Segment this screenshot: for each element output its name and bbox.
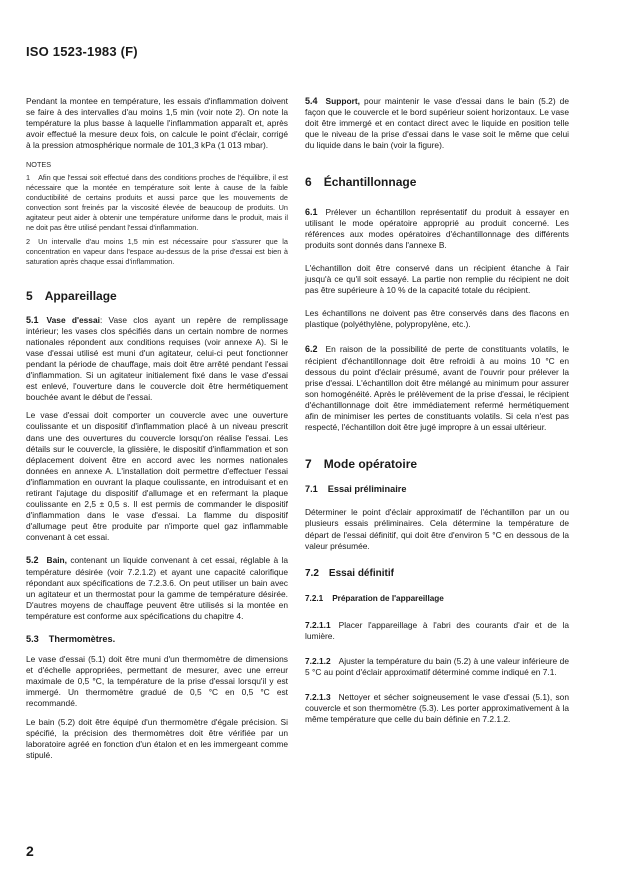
notes-block <box>26 160 288 267</box>
section-7-heading: 7 Mode opératoire <box>305 457 418 472</box>
section-6-2: 6.2 En raison de la possibilité de perte de constituants volatils, le récipient d'échantillonnage doit être refroidi à au moins 10 °C en dessous du point d'éclair présumé, avant de l'ouvrir pour prélever la prise d'essai. L'échantillon doit être mélangé au minimum pour assurer son homogénéité. Après le prélèvement de la prise d'essai, le récipient d'échantillonnage doit être immédiatement refermé hermétiquement afin de minimiser les pertes de constituants volatils. Si cela n'est pas respecté, l'échantillon doit être jugé impropre à un essai ultérieur. <box>305 344 569 433</box>
section-5-4: 5.4 Support, pour maintenir le vase d'essai dans le bain (5.2) de façon que le couvercle et le bord supérieur soient horizontaux. Le vase doit être immergé et en contact direct avec le liquide en position telle que le niveau de la prise d'essai dans le vase soit le même que celui du liquide dans le bain (voir la figure). <box>305 96 569 151</box>
note-2: 2 Un intervalle d'au moins 1,5 min est nécessaire pour s'assurer que la concentration en vapeur dans l'espace au-dessus de la prise d'essai est bien à saturation après chaque essai d'inflammation. <box>26 237 288 267</box>
section-5-2: 5.2 Bain, contenant un liquide convenant à cet essai, réglable à la température désirée (voir 7.2.1.2) et ayant une capacité calorifique répondant aux spécifications de 7.2.3.6. On peut utiliser un bain avec un agitateur et un thermostat pour la gamme de température désirée. D'autres moyens de chauffage peuvent être utilisés si la montée en température est conforme aux spécifications du chapitre 4. <box>26 555 288 621</box>
section-6-1: 6.1 Prélever un échantillon représentatif du produit à essayer en utilisant le mode opératoire approprié au produit concerné. Les références aux modes opératoires d'échantillonnage des différents produits sont donnés dans l'annexe B. <box>305 206 569 250</box>
section-5-3-heading: 5.3 Thermomètres. <box>26 634 116 644</box>
section-7-1-text: Déterminer le point d'éclair approximatif de l'échantillon par un ou plusieurs essais préliminaires. Cela détermine la température de départ de l'essai définitif, qui doit être d'environ 5 °C en dessous de la valeur présumée. <box>305 507 569 551</box>
section-7-2-1-heading: 7.2.1 Préparation de l'appareillage <box>305 593 444 603</box>
right-column <box>305 96 569 733</box>
section-7-1-heading: 7.1 Essai préliminaire <box>305 484 407 495</box>
notes-title: NOTES <box>26 160 52 170</box>
left-column <box>26 96 288 768</box>
section-6-heading: 6 Échantillonnage <box>305 175 417 190</box>
section-5-1-para2: Le vase d'essai doit comporter un couvercle avec une ouverture coulissante et un dispositif d'inflammation placé à un niveau prescrit dans une des ouvertures du couvercle lorsqu'on réalise l'essai. Les détails sur le couvercle, la glissière, le dispositif d'inflammation et son déplacement doivent être en accord avec les normes nationales données en annexe A. L'installation doit permettre d'effectuer l'essai d'inflammation en ouvrant la plaque coulissante, en introduisant et en retirant l'ajutage du dispositif d'allumage et en refermant la plaque coulissante en 2,5 ± 0,5 s. Il est permis de commander le dispositif d'inflammation dans le vase d'essai. La flamme du dispositif d'allumage peut être produite par n'importe quel gaz inflammable convenant à cet essai. <box>26 410 288 543</box>
section-6-1-para3: Les échantillons ne doivent pas être conservés dans des flacons en plastique (polyéthylène, polypropylène, etc.). <box>305 308 569 330</box>
document-id-header: ISO 1523-1983 (F) <box>26 44 138 59</box>
section-5-3-para1: Le vase d'essai (5.1) doit être muni d'un thermomètre de dimensions et d'échelle appropriées, permettant de mesurer, avec une erreur maximale de 0,5 °C, la température de la prise d'essai lorsqu'il y est immergé. Un thermomètre gradué de 0,5 °C en 0,5 °C est recommandé. <box>26 654 288 709</box>
section-7-2-1-3: 7.2.1.3 Nettoyer et sécher soigneusement le vase d'essai (5.1), son couvercle et son thermomètre (5.3). Les porter approximativement à la même température que celle du bain définie en 7.2.1.2. <box>305 692 569 725</box>
section-6-1-para2: L'échantillon doit être conservé dans un récipient étanche à l'air jusqu'à ce qu'il soit essayé. La partie non remplie du récipient ne doit pas être supérieure à 10 % de la capacité totale du récipient. <box>305 262 569 296</box>
section-7-2-1-1: 7.2.1.1 Placer l'appareillage à l'abri des courants d'air et de la lumière. <box>305 619 569 641</box>
section-7-2-1-2: 7.2.1.2 Ajuster la température du bain (5.2) à une valeur inférieure de 5 °C au point d'éclair approximatif déterminé comme indiqué en 7.1. <box>305 656 569 678</box>
page-number: 2 <box>26 843 34 859</box>
note-1: 1 Afin que l'essai soit effectué dans des conditions proches de l'équilibre, il est nécessaire que la montée en température soit lente à cause de la faible conductibilité de certains produits et aussi parce que les mouvements de convection sont freinés par la viscosité élevée de beaucoup de produits. Un agitateur peut aider à obtenir une température uniforme dans le produit, mais il ne doit pas être utilisé pendant l'essai d'inflammation. <box>26 173 288 233</box>
section-5-3-para2: Le bain (5.2) doit être équipé d'un thermomètre d'égale précision. Si spécifié, la précision des thermomètres doit être vérifiée par un laboratoire agréé en fonction d'un étalon et en les immergeant comme stipulé. <box>26 716 288 760</box>
section-5-heading: 5 Appareillage <box>26 289 117 304</box>
section-7-2-heading: 7.2 Essai définitif <box>305 567 394 579</box>
intro-paragraph: Pendant la montee en température, les essais d'inflammation doivent se faire à des intervalles d'au moins 1,5 min (voir note 2). On note la température la plus basse à laquelle l'inflammation apparaît et, après avoir effectué la mesure deux fois, on calcule le point d'éclair, corrigé à la pression atmosphérique normale de 101,3 kPa (1 013 mbar). <box>26 96 288 151</box>
section-5-1: 5.1 Vase d'essai: Vase clos ayant un repère de remplissage intérieur; les vases clos spécifiés dans un certain nombre de normes nationales répondent aux conditions requises (voir annexe A). Si le vase d'essai utilisé est muni d'un agitateur, celui-ci peut fonctionner pendant la période de chauffage, mais doit être arrêté pendant l'essai d'inflammation. Si un agitateur initialement fixé dans le vase d'essai est enlevé, l'ouverture dans le couvercle doit être hermétiquement bouchée avant le début de l'essai. <box>26 314 288 403</box>
